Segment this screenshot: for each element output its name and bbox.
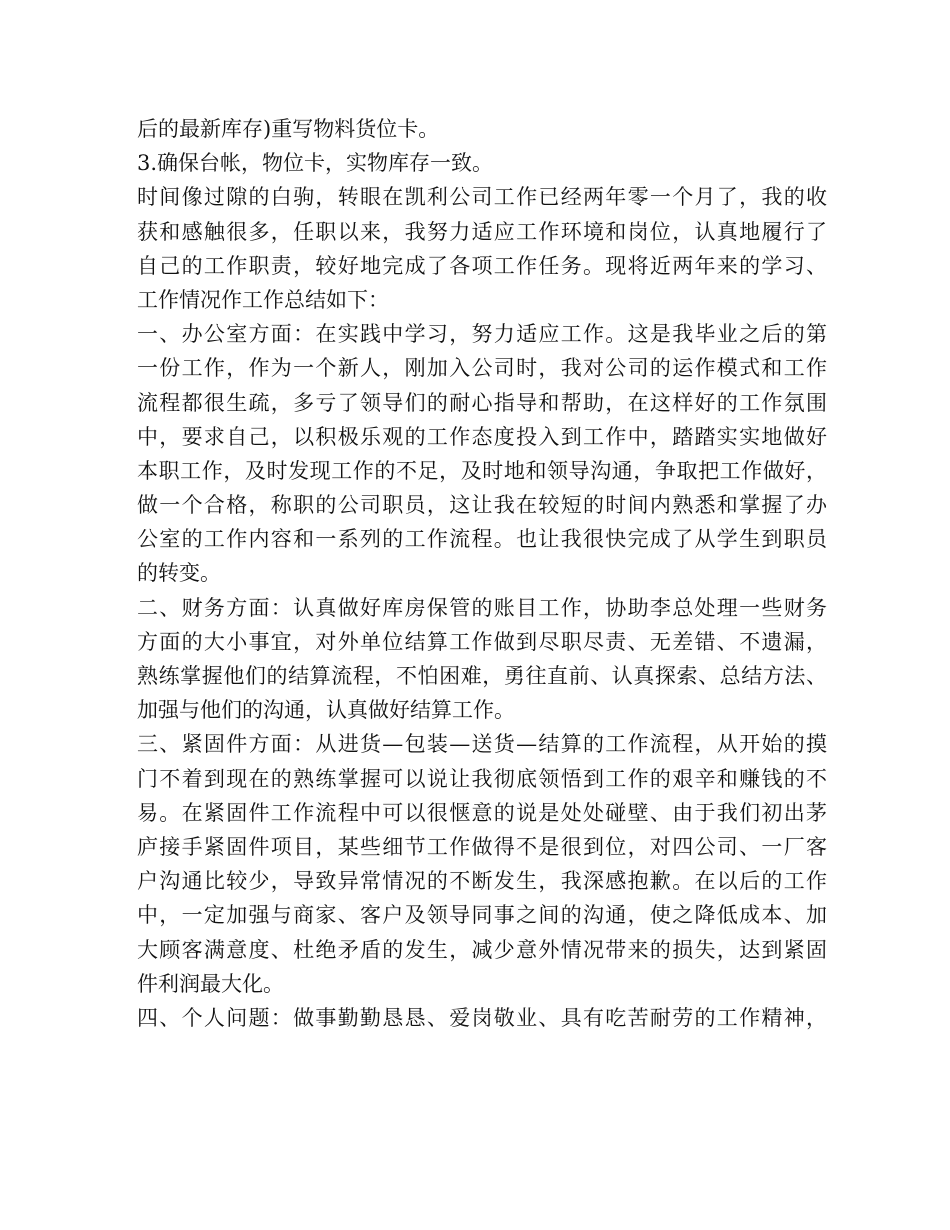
text-line: 熟练掌握他们的结算流程，不怕困难，勇往直前、认真探索、总结方法、 (137, 664, 827, 688)
text-line: 三、紧固件方面：从进货—包装—送货—结算的工作流程，从开始的摸 (137, 732, 827, 757)
text-line: 方面的大小事宜，对外单位结算工作做到尽职尽责、无差错、不遗漏， (137, 629, 827, 654)
text-line: 时间像过隙的白驹，转眼在凯利公司工作已经两年零一个月了，我的收 (137, 185, 827, 210)
text-line: 一、办公室方面：在实践中学习，努力适应工作。这是我毕业之后的第 (137, 322, 827, 347)
text-line: 中，一定加强与商家、客户及领导同事之间的沟通，使之降低成本、加 (137, 903, 827, 928)
text-line: 的转变。 (137, 561, 221, 586)
text-line: 件利润最大化。 (137, 971, 284, 996)
text-line: 户沟通比较少，导致异常情况的不断发生，我深感抱歉。在以后的工作 (137, 869, 827, 894)
text-line: 公室的工作内容和一系列的工作流程。也让我很快完成了从学生到职员 (137, 527, 827, 552)
text-line: 后的最新库存)重写物料货位卡。 (137, 117, 440, 141)
text-line: 做一个合格，称职的公司职员，这让我在较短的时间内熟悉和掌握了办 (137, 493, 827, 518)
text-line: 获和感触很多，任职以来，我努力适应工作环境和岗位，认真地履行了 (137, 219, 827, 244)
text-line: 本职工作，及时发现工作的不足，及时地和领导沟通，争取把工作做好， (137, 458, 827, 483)
text-line: 庐接手紧固件项目，某些细节工作做得不是很到位，对四公司、一厂客 (137, 834, 827, 859)
text-line: 易。在紧固件工作流程中可以很惬意的说是处处碰壁、由于我们初出茅 (137, 800, 827, 825)
body-text (137, 112, 827, 1035)
text-line: 工作情况作工作总结如下： (137, 287, 389, 312)
text-line: 门不着到现在的熟练掌握可以说让我彻底领悟到工作的艰辛和赚钱的不 (137, 766, 827, 791)
text-line: 自己的工作职责，较好地完成了各项工作任务。现将近两年来的学习、 (137, 253, 827, 278)
text-line: 二、财务方面：认真做好库房保管的账目工作，协助李总处理一些财务 (137, 595, 827, 620)
text-line: 中，要求自己，以积极乐观的工作态度投入到工作中，踏踏实实地做好 (137, 424, 827, 449)
text-line: 四、个人问题：做事勤勤恳恳、爱岗敬业、具有吃苦耐劳的工作精神， (137, 1005, 827, 1030)
text-line: 3.确保台帐，物位卡，实物库存一致。 (137, 151, 494, 176)
text-line: 流程都很生疏，多亏了领导们的耐心指导和帮助，在这样好的工作氛围 (137, 390, 827, 415)
text-line: 一份工作，作为一个新人，刚加入公司时，我对公司的运作模式和工作 (137, 356, 827, 381)
text-line: 加强与他们的沟通，认真做好结算工作。 (137, 698, 515, 723)
text-line: 大顾客满意度、杜绝矛盾的发生，减少意外情况带来的损失，达到紧固 (137, 937, 827, 962)
